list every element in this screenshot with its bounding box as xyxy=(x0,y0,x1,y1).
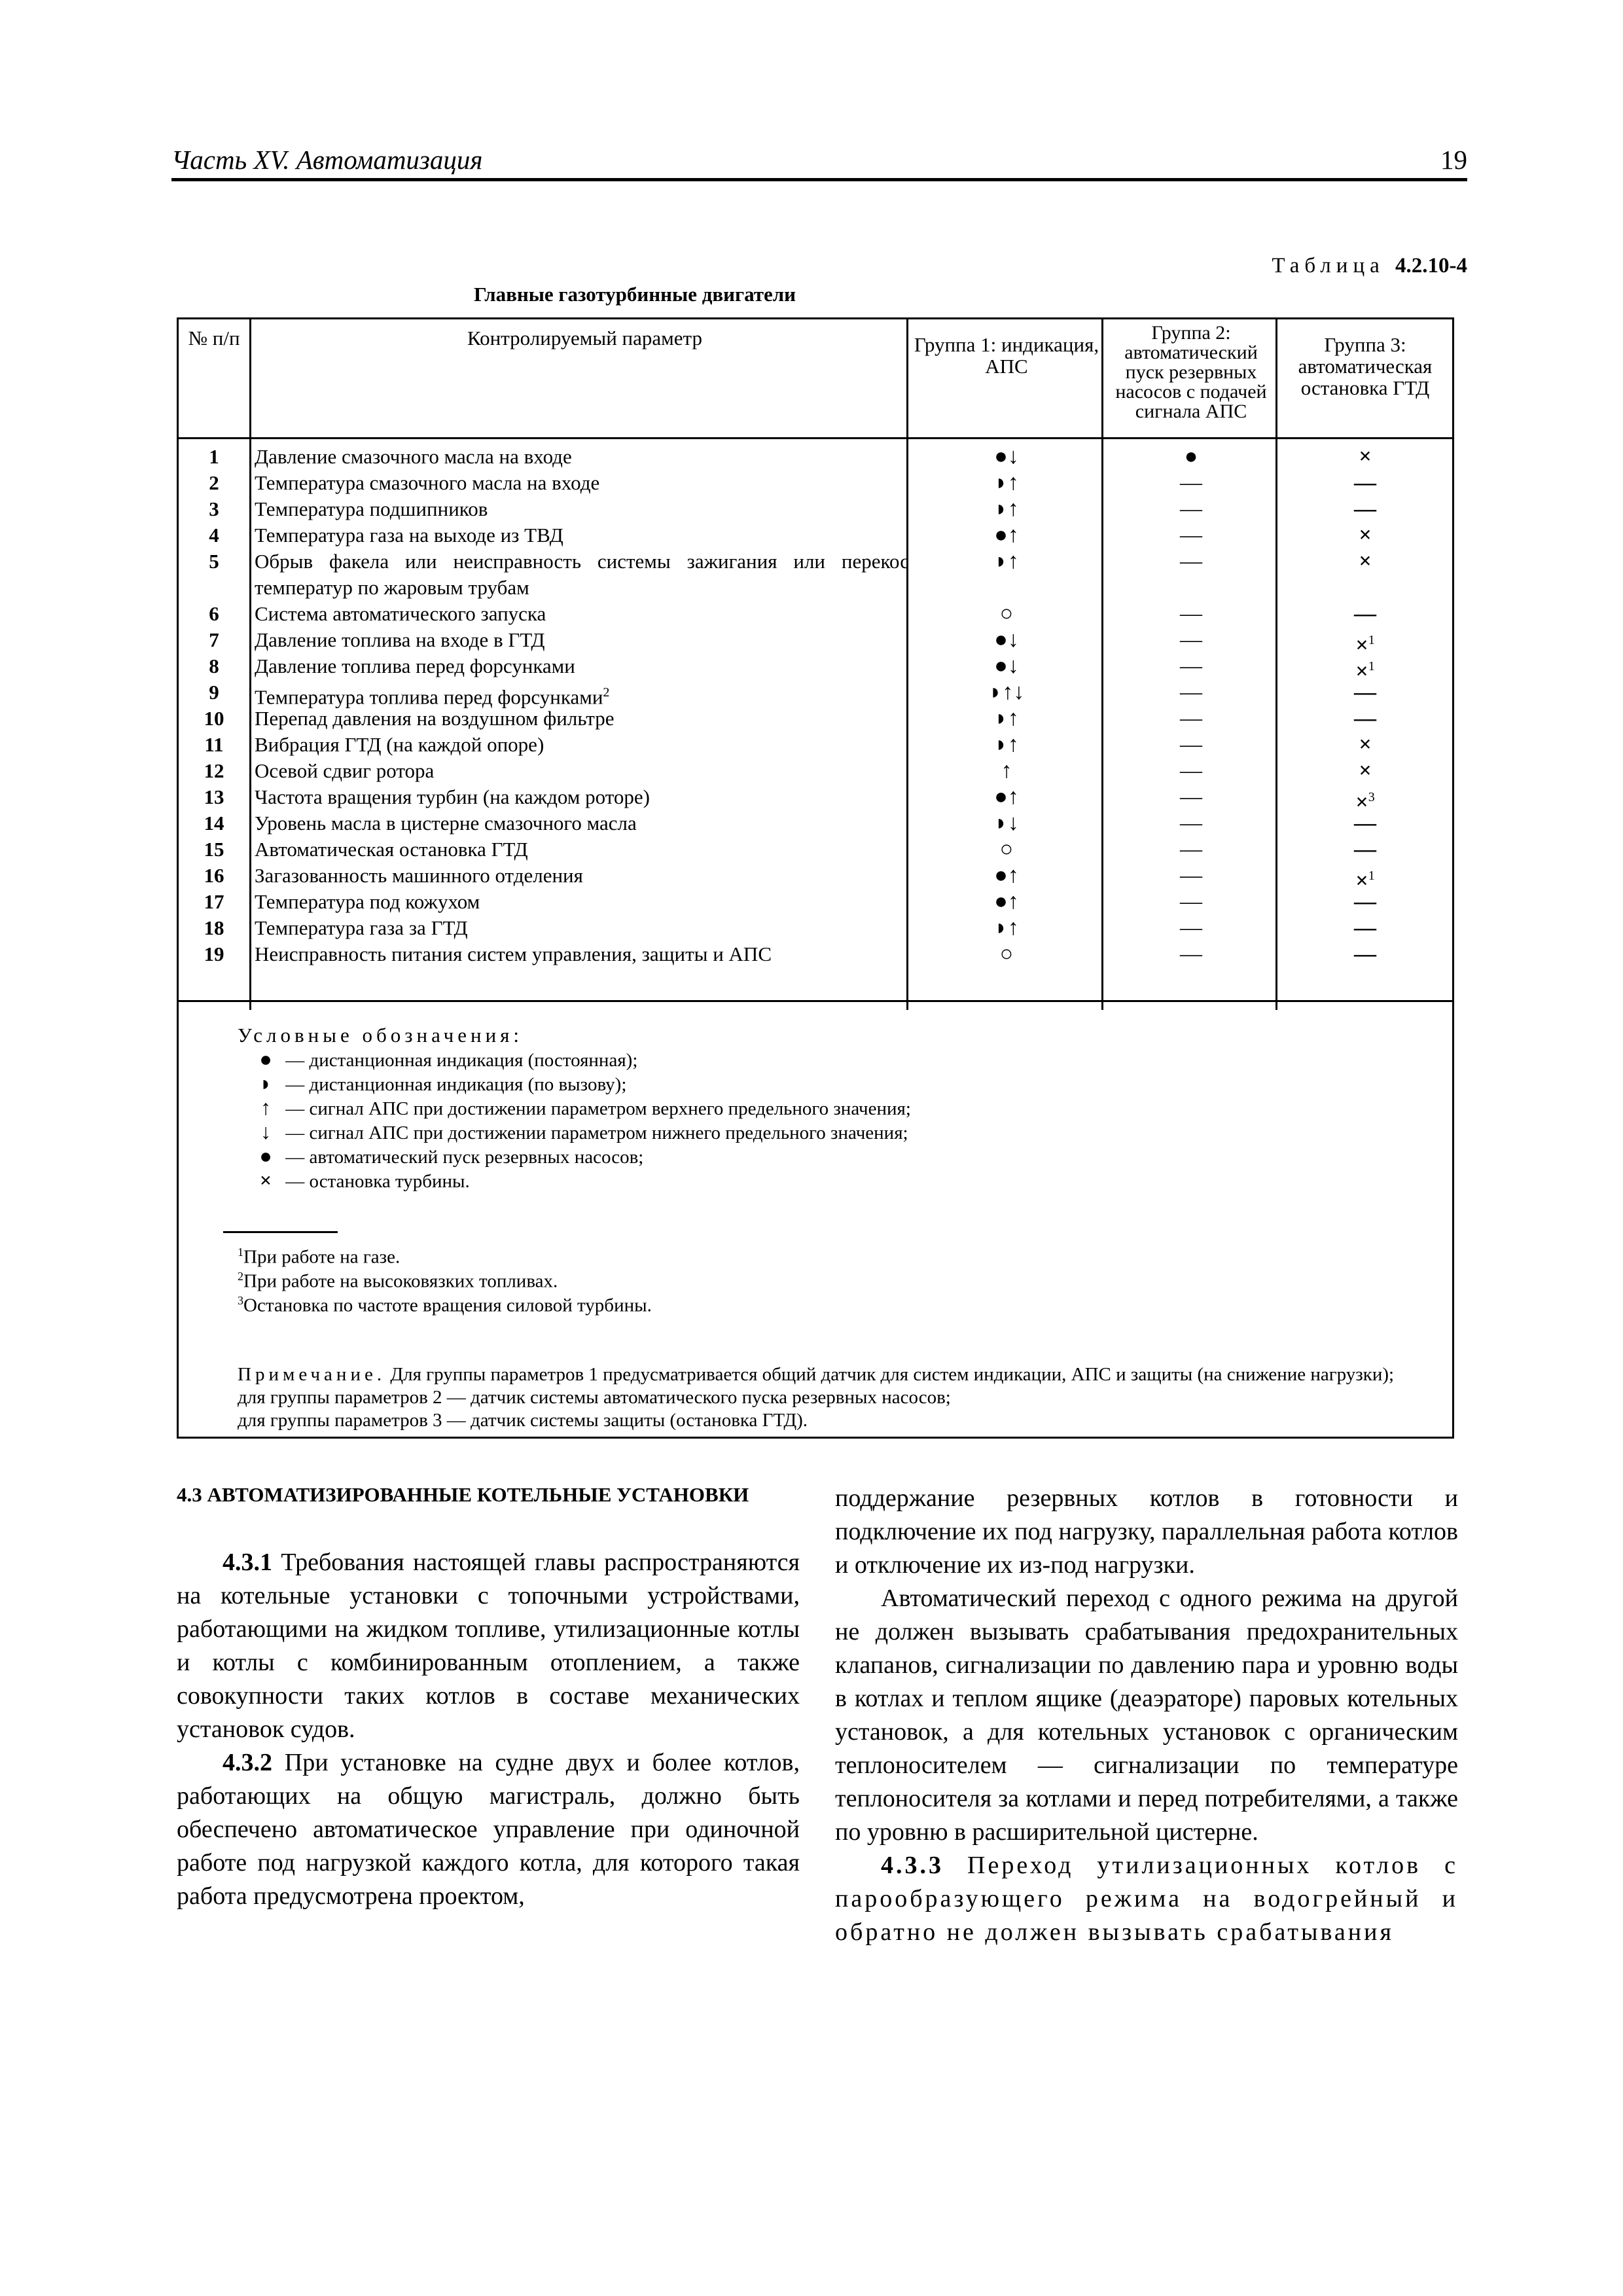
row-number: 2 xyxy=(209,471,219,494)
row-parameter xyxy=(255,627,909,653)
group2-symbol: — xyxy=(1180,471,1202,495)
note-line3: для группы параметров 3 — датчик системы защиты (остановка ГТД). xyxy=(238,1410,808,1431)
row-number: 7 xyxy=(209,628,219,651)
group1-symbol: ◗↑ xyxy=(994,732,1019,757)
legend-item xyxy=(251,1071,626,1097)
table-row xyxy=(179,653,1452,684)
parameter-text: Неисправность питания систем управления, защиты и АПС xyxy=(255,942,772,965)
left-column xyxy=(177,1482,800,1913)
group3-symbol: × xyxy=(1355,869,1368,893)
paragraph-number: 4.3.2 xyxy=(223,1749,272,1776)
paragraph-text: При установке на судне двух и более котлов, работающих на общую магистраль, должно быть обеспечено автоматическое управление при одиночной работе под нагрузкой каждого котла, для которого такая работа предусмотрена проектом, xyxy=(177,1749,800,1910)
table-row xyxy=(179,758,1452,784)
legend-title: Условные обозначения: xyxy=(238,1024,524,1047)
page-header xyxy=(171,145,1467,179)
note-line2: для группы параметров 2 — датчик системы автоматического пуска резервных насосов; xyxy=(238,1387,951,1408)
group3-symbol: — xyxy=(1354,811,1376,835)
footnote xyxy=(238,1289,652,1318)
header-divider xyxy=(179,437,1452,439)
row-number: 19 xyxy=(204,942,224,965)
row-number: 18 xyxy=(204,916,224,939)
group3-cell xyxy=(1279,732,1451,758)
legend-text: — сигнал АПС при достижении параметром верхнего предельного значения; xyxy=(285,1098,911,1119)
footnote-text: Остановка по частоте вращения силовой турбины. xyxy=(243,1295,652,1316)
header-num: № п/п xyxy=(188,327,240,350)
stop-footnote-ref: 1 xyxy=(1368,633,1375,647)
note-label: Примечание. xyxy=(238,1364,386,1385)
legend-symbol: ◗ xyxy=(259,1071,272,1095)
table-label-number: 4.2.10-4 xyxy=(1395,254,1467,278)
group3-symbol: × xyxy=(1359,444,1372,469)
group2-symbol: — xyxy=(1180,497,1202,521)
table-note xyxy=(183,1363,1438,1432)
note-line1: Для группы параметров 1 предусматривается общий датчик для систем индикации, АПС и защиты (на снижение нагрузки); xyxy=(390,1364,1395,1385)
group1-symbol: ●↓ xyxy=(994,654,1019,678)
group1-symbol: ●↓ xyxy=(994,444,1019,469)
footnote-text: При работе на высоковязких топливах. xyxy=(243,1270,558,1292)
row-number: 11 xyxy=(204,733,224,756)
parameter-text: Температура топлива перед форсунками xyxy=(255,685,603,709)
group2-symbol: — xyxy=(1180,654,1202,678)
group3-cell xyxy=(1279,679,1451,706)
row-number: 12 xyxy=(204,759,224,782)
row-parameter xyxy=(255,836,909,863)
legend-item xyxy=(251,1168,470,1194)
group3-cell xyxy=(1279,915,1451,941)
row-parameter xyxy=(255,653,909,679)
table-body xyxy=(179,444,1452,967)
paragraph-4-3-2 xyxy=(177,1746,800,1913)
legend-symbol: × xyxy=(259,1168,272,1192)
group2-symbol: — xyxy=(1180,523,1202,547)
legend-text: — сигнал АПС при достижении параметром нижнего предельного значения; xyxy=(285,1122,908,1143)
legend-item xyxy=(251,1096,911,1121)
group1-symbol: ●↑ xyxy=(994,889,1019,914)
group3-cell xyxy=(1279,810,1451,836)
table-row xyxy=(179,601,1452,627)
group3-cell xyxy=(1279,889,1451,915)
group1-symbol: ◗↑ xyxy=(994,706,1019,730)
group2-symbol: — xyxy=(1180,785,1202,809)
group1-symbol: ◗↑ xyxy=(994,497,1019,521)
table-title: Главные газотурбинные двигатели xyxy=(473,283,796,306)
group2-symbol: — xyxy=(1180,601,1202,626)
table-row xyxy=(179,496,1452,522)
row-parameter xyxy=(255,706,909,732)
parameter-text: Перепад давления на воздушном фильтре xyxy=(255,707,615,730)
legend-symbol: ↓ xyxy=(260,1120,271,1143)
legend-text: — автоматический пуск резервных насосов; xyxy=(285,1147,644,1168)
header-group3: Группа 3: автоматическая остановка ГТД xyxy=(1298,333,1433,399)
group3-symbol: × xyxy=(1359,549,1372,573)
group1-symbol: ◗↑ xyxy=(994,549,1019,573)
group3-cell xyxy=(1279,941,1451,967)
group1-symbol: ●↓ xyxy=(994,628,1019,652)
group3-cell xyxy=(1279,496,1451,522)
table-row xyxy=(179,915,1452,941)
parameter-text: Автоматическая остановка ГТД xyxy=(255,838,528,861)
group3-cell xyxy=(1279,836,1451,863)
group1-symbol: ◗↓ xyxy=(994,811,1019,835)
row-parameter xyxy=(255,915,909,941)
table-row xyxy=(179,836,1452,863)
paragraph-number: 4.3.1 xyxy=(223,1549,272,1576)
header-group2: Группа 2: автоматический пуск резервных насосов с подачей сигнала АПС xyxy=(1115,322,1267,422)
group2-symbol: — xyxy=(1180,680,1202,704)
table-row xyxy=(179,679,1452,709)
legend-text: — дистанционная индикация (по вызову); xyxy=(285,1074,627,1095)
legend-symbol: ↑ xyxy=(260,1096,271,1119)
header-group1: Группа 1: индикация, АПС xyxy=(914,333,1099,378)
group3-cell xyxy=(1279,758,1451,784)
paragraph-text: Требования настоящей главы распространяются на котельные установки с топочными устройствами, работающими на жидком топливе, утилизационные котлы и котлы с комбинированным отоплением, а также совокупности таких котлов в составе механических установок судов. xyxy=(177,1549,800,1743)
legend-symbol: ● xyxy=(259,1047,272,1071)
table-row xyxy=(179,470,1452,496)
parameter-text: Температура газа на выходе из ТВД xyxy=(255,524,563,547)
row-parameter xyxy=(255,732,909,758)
group2-symbol: — xyxy=(1180,942,1202,966)
group1-symbol: ●↑ xyxy=(994,523,1019,547)
group3-symbol: × xyxy=(1359,523,1372,547)
parameter-table xyxy=(177,317,1454,1439)
paragraph-4-3-3 xyxy=(835,1849,1458,1949)
row-parameter xyxy=(255,941,909,967)
group2-symbol: — xyxy=(1180,863,1202,888)
parameter-text: Температура под кожухом xyxy=(255,890,480,913)
group2-symbol: — xyxy=(1180,759,1202,783)
table-label-word: Таблица xyxy=(1272,254,1385,278)
right-column xyxy=(835,1482,1458,1949)
row-number: 13 xyxy=(204,785,224,808)
group3-cell xyxy=(1279,601,1451,627)
row-number: 14 xyxy=(204,812,224,834)
footnote-number: 1 xyxy=(238,1246,243,1259)
parameter-text: Вибрация ГТД (на каждой опоре) xyxy=(255,733,544,756)
page-number: 19 xyxy=(1440,145,1467,175)
row-number: 15 xyxy=(204,838,224,861)
header-rule xyxy=(171,178,1467,181)
group3-symbol: × xyxy=(1355,790,1368,815)
parameter-text: Давление топлива перед форсунками xyxy=(255,655,575,677)
group3-cell xyxy=(1279,548,1451,575)
group2-symbol: — xyxy=(1180,916,1202,940)
row-parameter xyxy=(255,784,909,810)
legend-text: — дистанционная индикация (постоянная); xyxy=(285,1050,638,1071)
parameter-text: Температура подшипников xyxy=(255,497,488,520)
group1-symbol: ◗↑ xyxy=(994,471,1019,495)
row-number: 6 xyxy=(209,602,219,625)
group3-cell xyxy=(1279,522,1451,548)
param-footnote-ref: 2 xyxy=(603,685,610,700)
parameter-text: Загазованность машинного отделения xyxy=(255,864,583,887)
parameter-text: Система автоматического запуска xyxy=(255,602,546,625)
parameter-text: Температура газа за ГТД xyxy=(255,916,468,939)
group1-symbol: ●↑ xyxy=(994,785,1019,809)
row-number: 9 xyxy=(209,681,219,704)
legend-item xyxy=(251,1120,908,1145)
group2-symbol: — xyxy=(1180,628,1202,652)
footnote-number: 3 xyxy=(238,1294,243,1307)
group2-symbol: — xyxy=(1180,549,1202,573)
row-number: 16 xyxy=(204,864,224,887)
parameter-text: Обрыв факела или неисправность системы зажигания или перекос температур по жаровым трубам xyxy=(255,550,909,599)
group1-symbol: ●↑ xyxy=(994,863,1019,888)
table-row xyxy=(179,732,1452,758)
group2-symbol: — xyxy=(1180,837,1202,861)
table-row xyxy=(179,548,1452,601)
footnote-rule xyxy=(223,1231,338,1233)
stop-footnote-ref: 1 xyxy=(1368,869,1375,883)
parameter-text: Давление топлива на входе в ГТД xyxy=(255,628,545,651)
row-parameter xyxy=(255,758,909,784)
paragraph-text: Переход утилизационных котлов с парообразующего режима на водогрейный и обратно не должен вызывать срабатывания xyxy=(835,1852,1459,1946)
table-row xyxy=(179,444,1452,470)
group1-symbol: ↑ xyxy=(1001,759,1012,783)
row-number: 17 xyxy=(204,890,224,913)
table-row xyxy=(179,941,1452,967)
group3-symbol: × xyxy=(1359,732,1372,757)
group1-symbol: ○ xyxy=(999,942,1014,966)
group1-symbol: ◗↑↓ xyxy=(988,680,1025,704)
parameter-text: Давление смазочного масла на входе xyxy=(255,445,572,468)
row-parameter xyxy=(255,548,909,601)
row-number: 8 xyxy=(209,655,219,677)
row-parameter xyxy=(255,863,909,889)
group3-symbol: — xyxy=(1354,471,1376,495)
running-title: Часть XV. Автоматизация xyxy=(171,145,483,175)
group3-symbol: — xyxy=(1354,601,1376,626)
row-parameter xyxy=(255,601,909,627)
group3-symbol: — xyxy=(1354,706,1376,730)
table-row xyxy=(179,889,1452,915)
section-title: 4.3 АВТОМАТИЗИРОВАННЫЕ КОТЕЛЬНЫЕ УСТАНОВКИ xyxy=(177,1483,749,1506)
legend-item xyxy=(251,1144,643,1170)
group2-symbol: — xyxy=(1180,889,1202,914)
table-row xyxy=(179,522,1452,548)
paragraph-4-3-1 xyxy=(177,1546,800,1746)
group2-symbol: ● xyxy=(1184,444,1198,469)
group3-cell xyxy=(1279,706,1451,732)
group3-symbol: — xyxy=(1354,889,1376,914)
group3-cell xyxy=(1279,444,1451,470)
legend-symbol: ● xyxy=(259,1144,272,1168)
table-row xyxy=(179,784,1452,815)
parameter-text: Частота вращения турбин (на каждом роторе) xyxy=(255,785,650,808)
paragraph-4-3-2-continued: поддержание резервных котлов в готовности и подключение их под нагрузку, параллельная работа котлов и отключение их из-под нагрузки. xyxy=(835,1484,1458,1579)
row-number: 1 xyxy=(209,445,219,468)
group3-symbol: — xyxy=(1354,942,1376,966)
table-row xyxy=(179,810,1452,836)
group1-symbol: ○ xyxy=(999,837,1014,861)
note-first-line xyxy=(183,1363,1438,1386)
group3-symbol: — xyxy=(1354,680,1376,704)
row-parameter xyxy=(255,522,909,548)
legend-item xyxy=(251,1047,637,1073)
table-row xyxy=(179,706,1452,732)
group3-symbol: × xyxy=(1355,633,1368,658)
group1-symbol: ◗↑ xyxy=(994,916,1019,940)
row-parameter xyxy=(255,496,909,522)
group2-symbol: — xyxy=(1180,811,1202,835)
footnote-text: При работе на газе. xyxy=(243,1246,401,1268)
parameter-text: Температура смазочного масла на входе xyxy=(255,471,600,494)
group3-cell xyxy=(1279,470,1451,496)
group3-symbol: — xyxy=(1354,497,1376,521)
paragraph-number: 4.3.3 xyxy=(881,1852,944,1879)
row-parameter xyxy=(255,444,909,470)
stop-footnote-ref: 1 xyxy=(1368,659,1375,673)
legend-text: — остановка турбины. xyxy=(285,1171,470,1192)
row-parameter xyxy=(255,470,909,496)
legend-divider xyxy=(179,1000,1452,1002)
parameter-text: Осевой сдвиг ротора xyxy=(255,759,435,782)
header-param: Контролируемый параметр xyxy=(467,327,702,350)
row-number: 5 xyxy=(209,550,219,573)
group1-symbol: ○ xyxy=(999,601,1014,626)
table-row xyxy=(179,627,1452,658)
table-row xyxy=(179,863,1452,893)
stop-footnote-ref: 3 xyxy=(1368,790,1375,804)
group3-symbol: × xyxy=(1359,759,1372,783)
row-number: 4 xyxy=(209,524,219,547)
group2-symbol: — xyxy=(1180,732,1202,757)
row-number: 10 xyxy=(204,707,224,730)
group3-symbol: × xyxy=(1355,659,1368,684)
row-parameter xyxy=(255,810,909,836)
parameter-text: Уровень масла в цистерне смазочного масла xyxy=(255,812,637,834)
group3-symbol: — xyxy=(1354,837,1376,861)
row-number: 3 xyxy=(209,497,219,520)
row-parameter xyxy=(255,889,909,915)
footnote-number: 2 xyxy=(238,1270,243,1283)
group2-symbol: — xyxy=(1180,706,1202,730)
group3-symbol: — xyxy=(1354,916,1376,940)
table-label xyxy=(1272,254,1467,278)
paragraph-auto-transition: Автоматический переход с одного режима на другой не должен вызывать срабатывания предохранительных клапанов, сигнализации по давлению пара и уровню воды в котлах и теплом ящике (деаэраторе) паровых котельных установок, а для котельных установок с органическим теплоносителем — сигнализации по температуре теплоносителя за котлами и перед потребителями, а также по уровню в расширительной цистерне. xyxy=(835,1585,1458,1846)
